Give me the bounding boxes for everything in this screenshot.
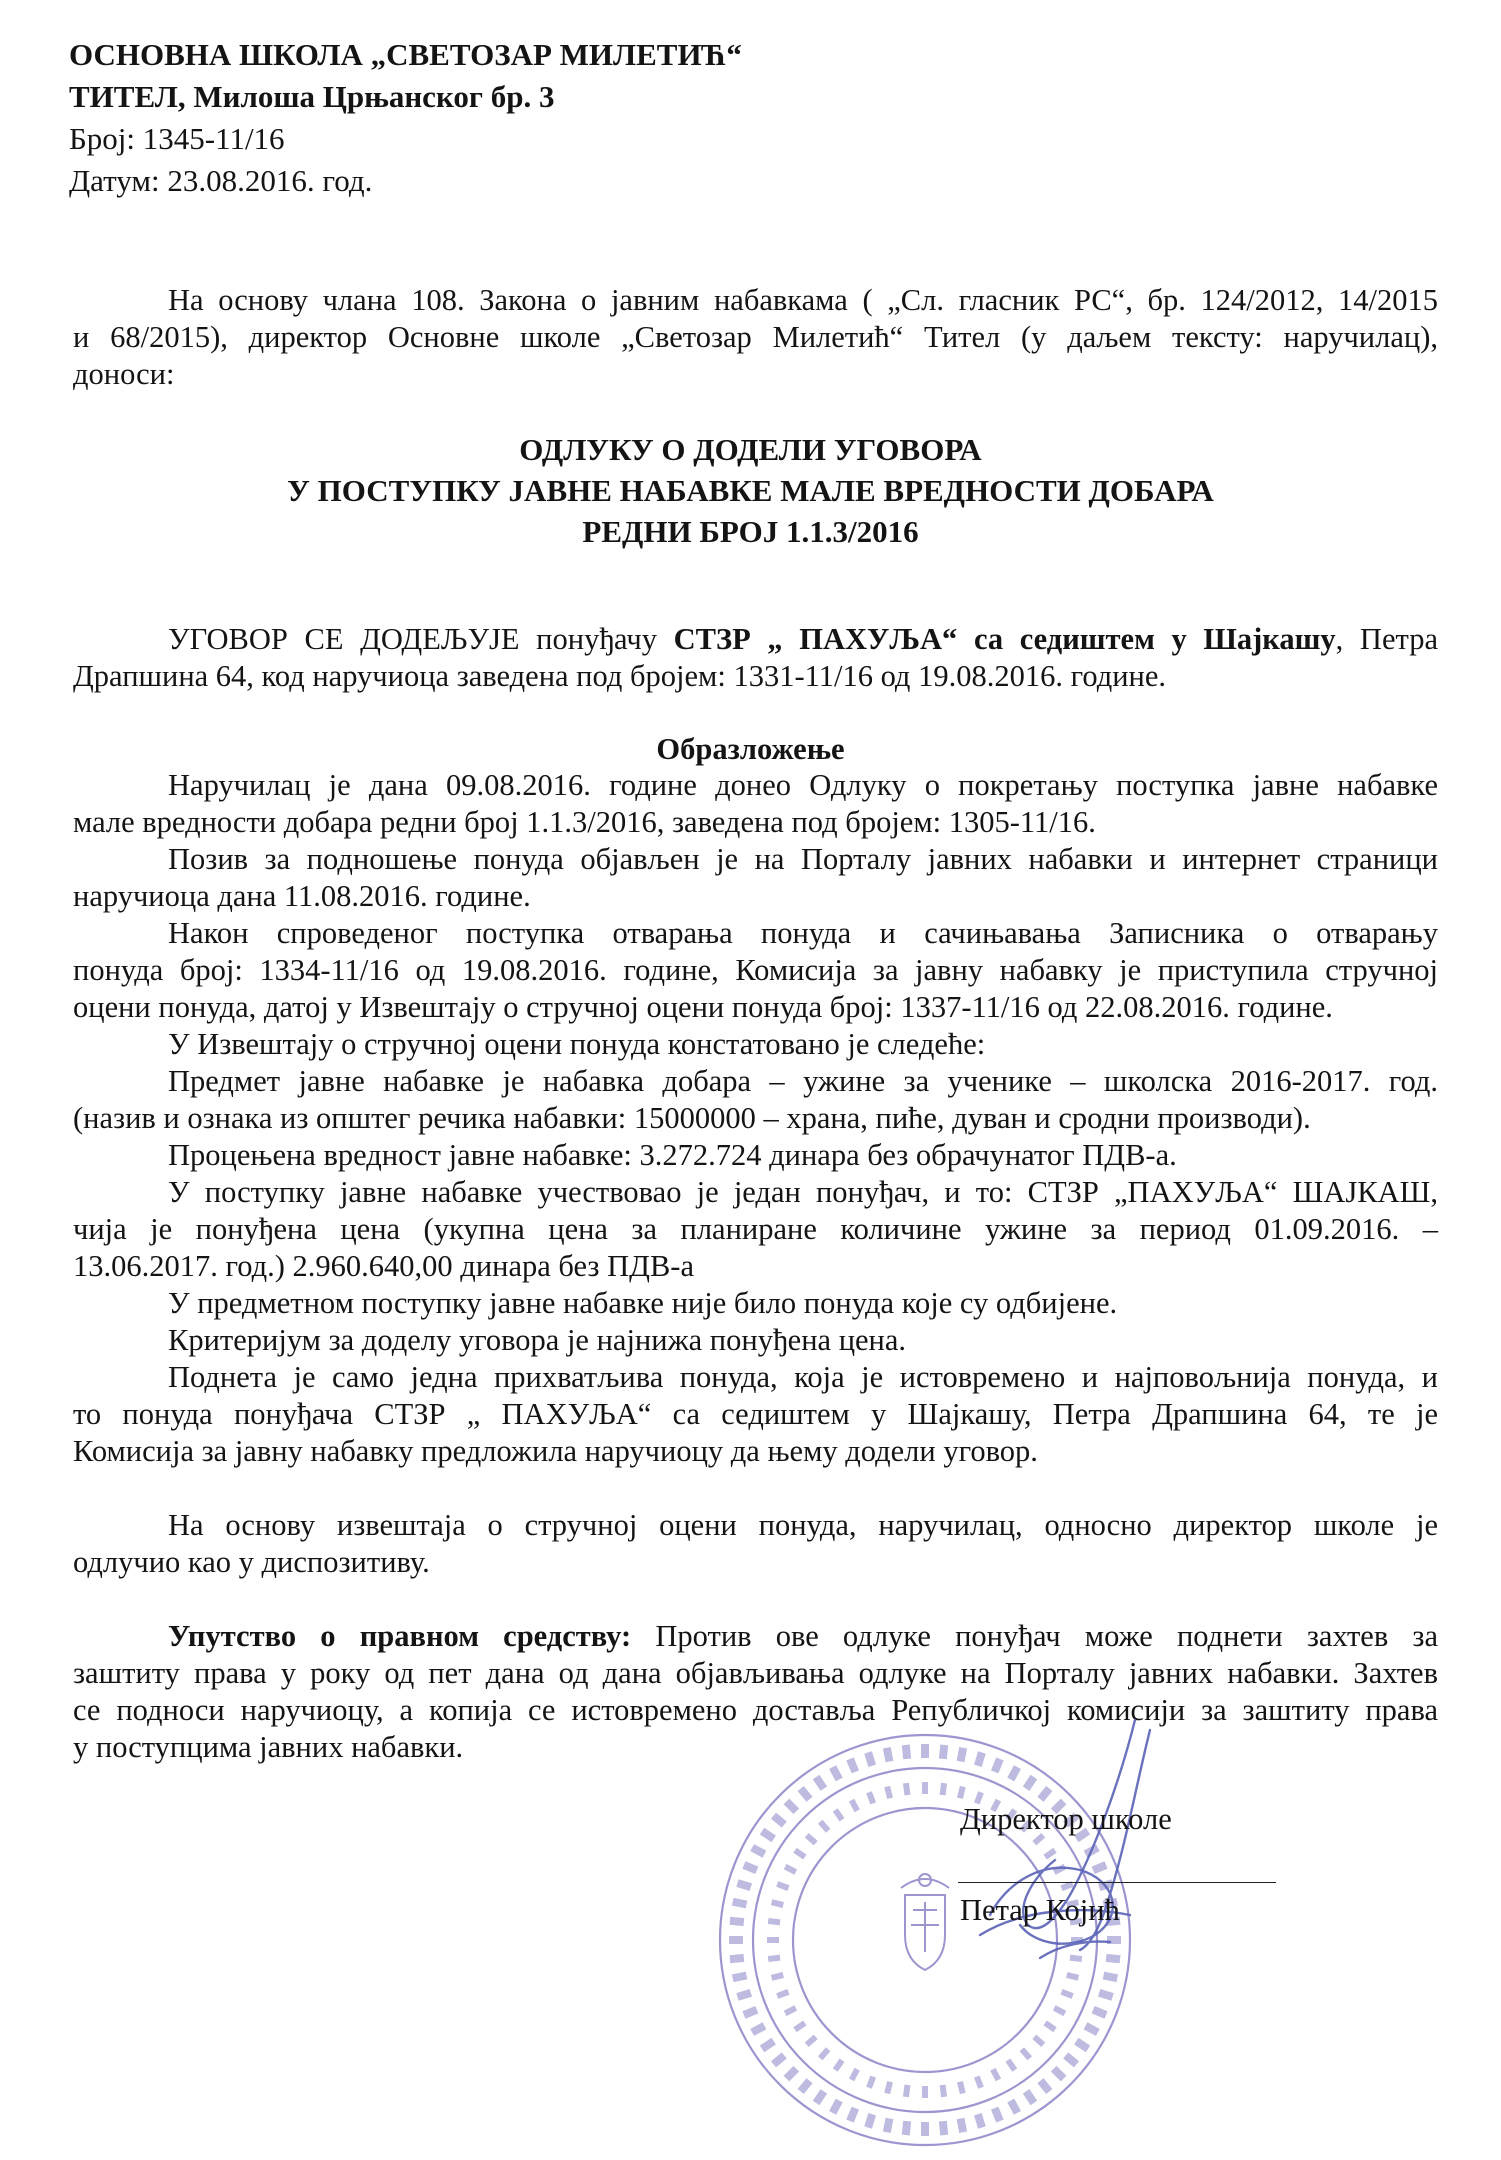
stamp-ring-mark — [750, 2022, 766, 2036]
award-line-1 — [168, 622, 1438, 656]
stamp-inner-mark — [849, 1799, 860, 1812]
stamp-ring-mark — [1063, 2052, 1079, 2067]
stamp-ring-mark — [1074, 2038, 1090, 2052]
legal-remedy-label: Упутство о правном средству: — [168, 1619, 632, 1653]
stamp-ring-mark — [798, 2078, 813, 2094]
stamp-ring-mark — [829, 2099, 843, 2115]
stamp-inner-mark — [1060, 1989, 1073, 1999]
exp-p5-line-1: Предмет јавне набавке је набавка добара – ужине за ученике – школска 2016-2017. год. — [168, 1064, 1438, 1098]
stamp-ring-mark — [883, 1747, 894, 1762]
school-name: ОСНОВНА ШКОЛА „СВЕТОЗАР МИЛЕТИЋ“ — [69, 37, 742, 72]
conclusion-line-1: На основу извештаја о стручној оцени понуда, наручилац, односно директор школе је — [168, 1508, 1438, 1542]
stamp-ring-mark — [760, 1828, 776, 1842]
document-date: Датум: 23.08.2016. год. — [69, 163, 373, 198]
stamp-ring-mark — [750, 1844, 766, 1858]
stamp-inner-mark — [771, 1972, 784, 1981]
intro-line-1: На основу члана 108. Закона о јавним набавкама ( „Сл. гласник РС“, бр. 124/2012, 14/2015 — [168, 283, 1438, 317]
signature-line — [958, 1882, 1276, 1883]
stamp-ring-mark — [846, 2107, 859, 2123]
conclusion-line-2: одлучио као у диспозитиву. — [73, 1545, 430, 1579]
stamp-ring-mark — [1007, 2099, 1021, 2115]
stamp-ring-mark — [864, 1751, 876, 1767]
stamp-ring-mark — [991, 2107, 1004, 2123]
stamp-inner-mark — [776, 1989, 789, 1999]
stamp-ring-mark — [1092, 2006, 1108, 2019]
stamp-inner-mark — [776, 1881, 789, 1891]
stamp-ring-mark — [939, 2121, 948, 2136]
stamp-ring-mark — [1037, 2078, 1052, 2094]
stamp-inner-mark — [1043, 2020, 1056, 2032]
stamp-ring-mark — [729, 1936, 743, 1944]
stamp-inner-mark — [818, 2047, 830, 2060]
stamp-ring-mark — [736, 1989, 752, 2001]
stamp-ring-mark — [883, 2118, 894, 2133]
exp-p1-line-1: Наручилац је дана 09.08.2016. године донео Одлуку о покретању поступка јавне набавке — [168, 768, 1438, 802]
exp-p8: У предметном поступку јавне набавке није било понуда које су одбијене. — [168, 1286, 1118, 1320]
exp-p7-line-2: чија је понуђена цена (укупна цена за планиране количине ужине за период 01.09.2016. – — [73, 1212, 1438, 1246]
stamp-inner-mark — [1005, 2058, 1017, 2071]
stamp-inner-mark — [784, 2005, 797, 2016]
stamp-inner-mark — [922, 2086, 928, 2098]
stamp-ring-mark — [813, 1775, 827, 1791]
stamp-ring-mark — [732, 1898, 747, 1909]
stamp-ring-mark — [902, 2121, 911, 2136]
stamp-ring-mark — [771, 1813, 787, 1828]
stamp-ring-mark — [1084, 2022, 1100, 2036]
stamp-ring-mark — [771, 2052, 787, 2067]
stamp-ring-mark — [784, 1799, 800, 1815]
exp-p7-line-3: 13.06.2017. год.) 2.960.640,00 динара без ПДВ-а — [73, 1249, 694, 1283]
stamp-inner-mark — [784, 1864, 797, 1875]
award-line-2: Драпшина 64, код наручиоца заведена под бројем: 1331-11/16 од 19.08.2016. године. — [73, 659, 1167, 693]
stamp-ring-mark — [798, 1786, 813, 1802]
decision-title-line-2: У ПОСТУПКУ ЈАВНЕ НАБАВКЕ МАЛЕ ВРЕДНОСТИ ДОБАРА — [287, 473, 1214, 508]
stamp-inner-mark — [767, 1937, 779, 1943]
decision-title-line-3: РЕДНИ БРОЈ 1.1.3/2016 — [582, 514, 919, 549]
award-prefix: УГОВОР СЕ ДОДЕЉУЈЕ понуђачу — [168, 622, 674, 656]
stamp-ring-mark — [742, 2006, 758, 2019]
legal-remedy-line-3: се подноси наручиоцу, а копија се истовремено доставља Републичкој комисији за заштиту права — [73, 1693, 1438, 1727]
stamp-inner-mark — [884, 2081, 893, 2094]
stamp-inner-mark — [805, 2035, 818, 2047]
stamp-inner-mark — [866, 1791, 876, 1804]
document-number: Број: 1345-11/16 — [69, 121, 285, 156]
exp-p10-line-3: Комисија за јавну набавку предложила наручиоцу да њему додели уговор. — [73, 1434, 1038, 1468]
stamp-ring-mark — [902, 1745, 911, 1760]
exp-p1-line-2: мале вредности добара редни број 1.1.3/2016, заведена под бројем: 1305-11/16. — [73, 805, 1096, 839]
stamp-ring-mark — [846, 1757, 859, 1773]
exp-p4: У Извештају о стручној оцени понуда констатовано је следеће: — [168, 1027, 986, 1061]
legal-remedy-line-2: заштиту права у року од пет дана од дана објављивања одлуке на Порталу јавних набавки. Захтев — [73, 1656, 1438, 1690]
stamp-inner-mark — [1032, 2035, 1045, 2047]
legal-remedy-line-1 — [168, 1619, 1438, 1653]
exp-p10-line-1: Поднета је само једна прихватљива понуда, која је истовремено и најповољнија понуда, и — [168, 1360, 1438, 1394]
stamp-ring-mark — [1051, 2066, 1067, 2082]
stamp-ring-mark — [730, 1917, 745, 1926]
handwritten-signature — [920, 1710, 1230, 1980]
stamp-inner-mark — [940, 2085, 947, 2098]
stamp-ring-mark — [742, 1861, 758, 1874]
stamp-inner-mark — [974, 2075, 984, 2088]
stamp-ring-mark — [813, 2089, 827, 2105]
stamp-inner-mark — [833, 2058, 845, 2071]
stamp-ring-mark — [974, 2113, 986, 2129]
stamp-ring-mark — [760, 2038, 776, 2052]
stamp-ring-mark — [730, 1954, 745, 1963]
stamp-ring-mark — [921, 2122, 929, 2136]
stamp-ring-mark — [864, 2113, 876, 2129]
stamp-inner-mark — [903, 1783, 910, 1796]
intro-line-3: доноси: — [73, 357, 175, 391]
award-suffix: , Петра — [1335, 622, 1438, 656]
exp-p2-line-2: наручиоца дана 11.08.2016. године. — [73, 879, 531, 913]
school-address: ТИТЕЛ, Милоша Црњанског бр. 3 — [69, 79, 555, 114]
legal-remedy-line-4: у поступцима јавних набавки. — [73, 1730, 464, 1764]
stamp-inner-mark — [771, 1899, 784, 1908]
stamp-inner-mark — [849, 2068, 860, 2081]
stamp-inner-mark — [805, 1833, 818, 1845]
stamp-inner-mark — [768, 1918, 781, 1925]
stamp-inner-mark — [833, 1808, 845, 1821]
stamp-ring-mark — [1023, 2089, 1037, 2105]
exp-p5-line-2: (назив и ознака из општег речика набавки: 15000000 – храна, пиће, дуван и сродни производи). — [73, 1101, 1311, 1135]
stamp-inner-mark — [866, 2075, 876, 2088]
exp-p10-line-2: то понуда понуђача СТЗР „ ПАХУЉА“ са седиштем у Шајкашу, Петра Драпшина 64, те је — [73, 1397, 1438, 1431]
stamp-inner-mark — [884, 1786, 893, 1799]
stamp-inner-mark — [793, 1848, 806, 1860]
stamp-ring-mark — [957, 2118, 968, 2133]
stamp-inner-mark — [1020, 2047, 1032, 2060]
explanation-heading: Образложење — [656, 732, 845, 766]
exp-p2-line-1: Позив за подношење понуда објављен је на Порталу јавних набавки и интернет страници — [168, 842, 1438, 876]
stamp-ring-mark — [732, 1972, 747, 1983]
exp-p3-line-1: Након спроведеног поступка отварања понуда и сачињавања Записника о отварању — [168, 916, 1438, 950]
stamp-ring-mark — [829, 1765, 843, 1781]
legal-remedy-line-1-text: Против ове одлуке понуђач може поднети захтев за — [631, 1619, 1438, 1653]
stamp-ring-mark — [784, 2066, 800, 2082]
exp-p3-line-3: оцени понуда, датој у Извештају о стручној оцени понуда број: 1337-11/16 од 22.08.2016. године. — [73, 990, 1333, 1024]
stamp-ring-mark — [736, 1879, 752, 1891]
exp-p3-line-2: понуда број: 1334-11/16 од 19.08.2016. године, Комисија за јавну набавку је приступила стручној — [73, 953, 1438, 987]
stamp-inner-mark — [1053, 2005, 1066, 2016]
exp-p7-line-1: У поступку јавне набавке учествовао је један понуђач, и то: СТЗР „ПАХУЉА“ ШАЈКАШ, — [168, 1175, 1438, 1209]
intro-line-2: и 68/2015), директор Основне школе „Светозар Милетић“ Тител (у даљем тексту: наручилац), — [73, 320, 1438, 354]
signatory-name: Петар Којић — [960, 1893, 1120, 1927]
stamp-inner-mark — [793, 2020, 806, 2032]
stamp-ring-mark — [1098, 1989, 1114, 2001]
stamp-inner-mark — [903, 2085, 910, 2098]
stamp-inner-mark — [990, 2068, 1001, 2081]
decision-title-line-1: ОДЛУКУ О ДОДЕЛИ УГОВОРА — [519, 432, 982, 467]
exp-p6: Процењена вредност јавне набавке: 3.272.724 динара без обрачунатог ПДВ-а. — [168, 1138, 1177, 1172]
stamp-inner-mark — [768, 1955, 781, 1962]
stamp-inner-mark — [818, 1820, 830, 1833]
signatory-title: Директор школе — [960, 1802, 1172, 1836]
stamp-inner-mark — [957, 2081, 966, 2094]
exp-p9: Критеријум за доделу уговора је најнижа понуђена цена. — [168, 1323, 907, 1357]
award-bidder: СТЗР „ ПАХУЉА“ са седиштем у Шајкашу — [673, 622, 1336, 656]
